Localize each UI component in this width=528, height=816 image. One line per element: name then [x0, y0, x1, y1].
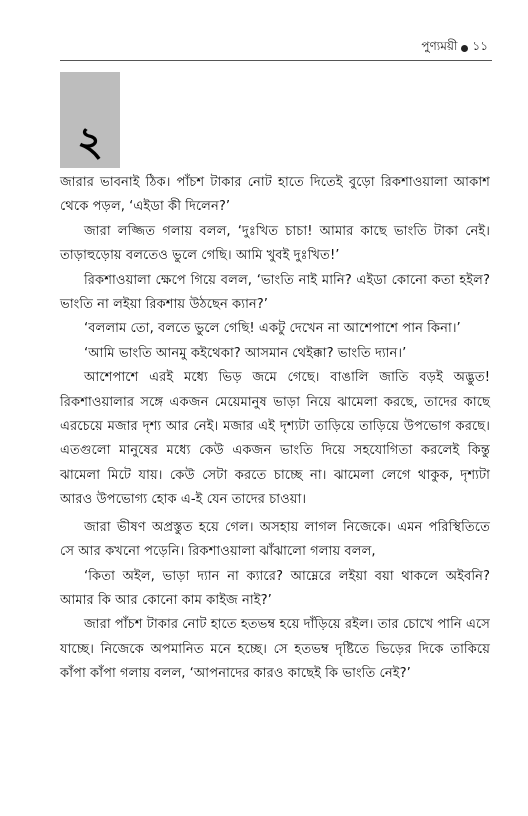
- body-text: [60, 171, 490, 687]
- paragraph: আশেপাশে এরই মধ্যে ভিড় জমে গেছে। বাঙালি জাতি বড়ই অদ্ভুত! রিকশাওয়ালার সঙ্গে একজন মেয়েমানুষ ভাড়া নিয়ে ঝামেলা করছে, তাদের কাছে এরচেয়ে মজার দৃশ্য আর নেই। মজার এই দৃশ্যটা তাড়িয়ে তাড়িয়ে উপভোগ করছে। এতগুলো মানুষের মধ্যে কেউ একজন ভাংতি দিয়ে সহযোগিতা করলেই কিন্তু ঝামেলা মিটে যায়। কেউ সেটা করতে চাচ্ছে না। ঝামেলা লেগে থাকুক, দৃশ্যটা আরও উপভোগ্য হোক এ-ই যেন তাদের চাওয়া।: [60, 370, 490, 508]
- page-number: ১১: [472, 39, 488, 53]
- book-title: পুণ্যময়ী: [421, 39, 458, 53]
- header-divider: [60, 60, 492, 61]
- paragraph: ‘আমি ভাংতি আনমু কইথেকা? আসমান থেইক্কা? ভাংতি দ্যান।’: [84, 345, 407, 361]
- paragraph: ‘কিতা অইল, ভাড়া দ্যান না ক্যারে? আম্নেরে লইয়া বয়া থাকলে অইবনি? আমার কি আর কোনো কাম কাইজ নাই?’: [60, 568, 490, 608]
- paragraph: জারা ভীষণ অপ্রস্তুত হয়ে গেল। অসহায় লাগল নিজেকে। এমন পরিস্থিতিতে সে আর কখনো পড়েনি। রিকশাওয়ালা ঝাঁঝালো গলায় বলল,: [60, 519, 490, 560]
- paragraph: জারা পাঁচশ টাকার নোট হাতে হতভম্ব হয়ে দাঁড়িয়ে রইল। তার চোখে পানি এসে যাচ্ছে। নিজেকে অপমানিত মনে হচ্ছে। সে হতভম্ব দৃষ্টিতে ভিড়ের দিকে তাকিয়ে কাঁপা কাঁপা গলায় বলল, ‘আপনাদের কারও কাছেই কি ভাংতি নেই?’: [60, 617, 490, 682]
- chapter-number: ২: [76, 118, 103, 165]
- paragraph: জারার ভাবনাই ঠিক। পাঁচশ টাকার নোট হাতে দিতেই বুড়ো রিকশাওয়ালা আকাশ থেকে পড়ল, ‘এইডা কী দিলেন?’: [60, 175, 490, 215]
- chapter-number-box: [60, 72, 120, 168]
- running-header: [421, 38, 488, 58]
- paragraph: ‘বললাম তো, বলতে ভুলে গেছি! একটু দেখেন না আশেপাশে পান কিনা।’: [84, 321, 461, 337]
- bullet-dot-icon: [461, 45, 468, 52]
- paragraph: রিকশাওয়ালা ক্ষেপে গিয়ে বলল, ‘ভাংতি নাই মানি? এইডা কোনো কতা হইল? ভাংতি না লইয়া রিকশায় উঠছেন ক্যান?’: [60, 272, 490, 313]
- paragraph: জারা লজ্জিত গলায় বলল, ‘দুঃখিত চাচা! আমার কাছে ভাংতি টাকা নেই। তাড়াহুড়োয় বলতেও ভুলে গেছি। আমি খুবই দুঃখিত!’: [60, 223, 490, 264]
